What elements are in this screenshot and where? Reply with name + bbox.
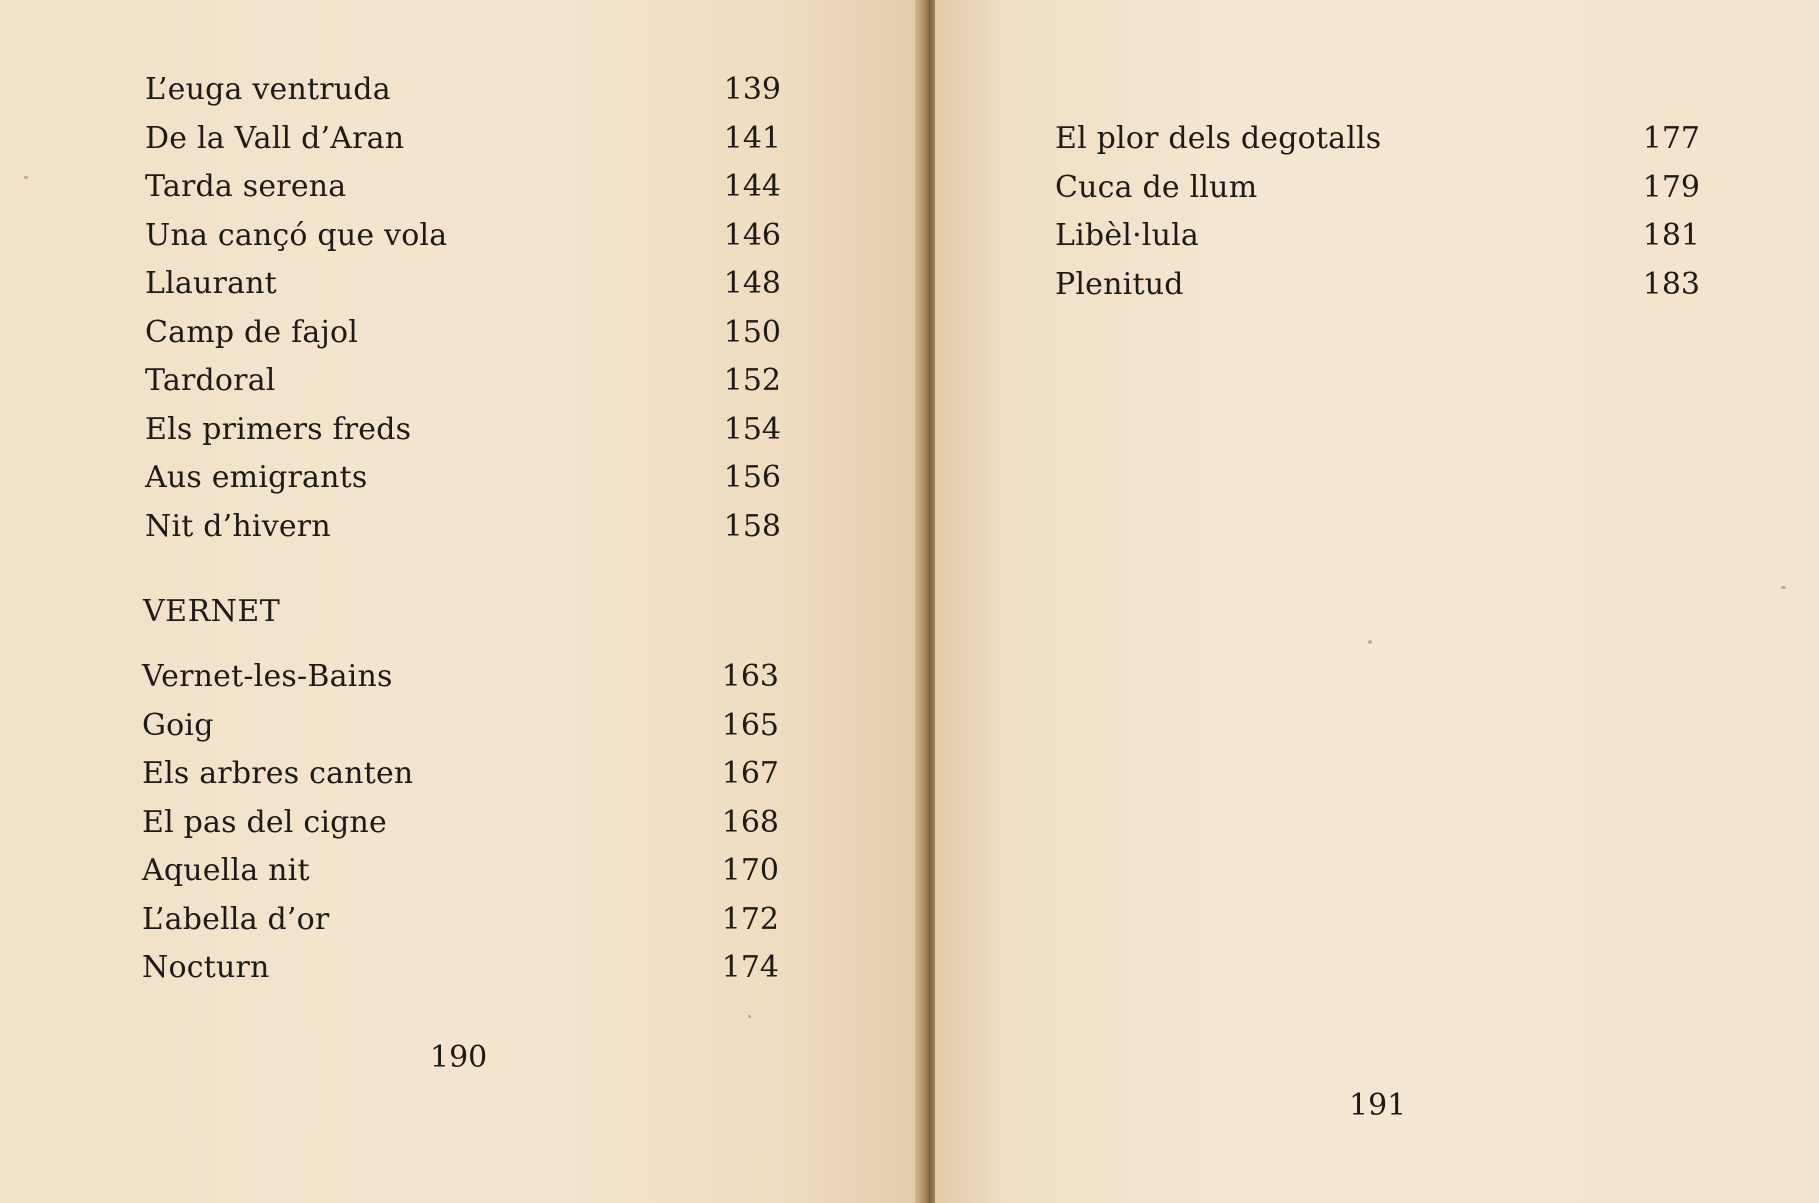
toc-entry [1055,261,1700,310]
toc-entry-title: Nocturn [142,950,270,985]
toc-entry-title: Plenitud [1055,266,1184,302]
toc-entry [142,944,779,993]
toc-entry-page: 141 [723,120,781,156]
toc-entry [145,406,781,455]
paper-speck [1368,640,1372,644]
toc-entry-title: L’euga ventruda [145,72,391,107]
toc-entry-title: Els primers freds [145,411,412,447]
toc-entry-title: Aquella nit [142,853,310,888]
toc-entry-page: 168 [721,804,779,840]
toc-list-top [145,66,781,551]
toc-entry-page: 139 [723,72,781,107]
toc-entry-page: 177 [1642,121,1700,156]
toc-entry-page: 152 [723,363,781,398]
toc-entry-title: El pas del cigne [142,804,388,840]
toc-entry-title: Els arbres canten [142,756,414,791]
toc-entry [142,653,779,702]
toc-entry [145,503,781,552]
toc-list-right [1055,115,1700,309]
toc-entry-page: 163 [721,659,779,694]
toc-entry-page: 183 [1642,266,1700,302]
toc-entry-title: Vernet-les-Bains [142,659,393,694]
toc-entry [142,799,779,848]
toc-entry [1055,115,1700,164]
toc-entry [145,309,781,358]
paper-speck [1781,586,1786,589]
toc-entry-page: 181 [1642,218,1700,253]
toc-entry-title: Nit d’hivern [145,508,331,544]
toc-entry [142,896,779,945]
toc-entry-title: Camp de fajol [145,314,359,350]
toc-entry [145,66,781,115]
page-number: 191 [1349,1088,1407,1123]
toc-entry-page: 146 [723,217,781,253]
toc-entry-page: 172 [721,901,779,937]
right-page [935,0,1819,1203]
toc-entry-page: 158 [723,508,781,544]
toc-entry-page: 150 [723,314,781,350]
toc-entry-page: 179 [1642,169,1700,205]
toc-entry-page: 165 [721,707,779,743]
page-number: 190 [430,1040,488,1075]
toc-entry [145,357,781,406]
toc-entry-title: Llaurant [145,266,277,301]
toc-entry [142,750,779,799]
toc-entry [1055,212,1700,261]
toc-entry-page: 144 [723,169,781,204]
toc-entry [142,702,779,751]
toc-list-bottom [142,653,779,993]
toc-entry-page: 154 [723,411,781,447]
toc-entry-page: 167 [721,756,779,791]
toc-entry-title: El plor dels degotalls [1055,121,1382,156]
toc-entry [142,847,779,896]
toc-entry-page: 156 [723,460,781,495]
toc-entry [145,454,781,503]
toc-entry [145,260,781,309]
toc-entry-title: Goig [142,707,214,743]
toc-entry [145,163,781,212]
toc-entry-title: Cuca de llum [1055,169,1258,205]
paper-speck [748,1015,751,1018]
toc-entry-title: Una cançó que vola [145,217,448,253]
toc-entry [145,115,781,164]
toc-entry [1055,164,1700,213]
toc-entry-page: 170 [721,853,779,888]
toc-entry-page: 148 [723,266,781,301]
toc-entry [145,212,781,261]
toc-entry-title: L’abella d’or [142,901,330,937]
toc-entry-title: De la Vall d’Aran [145,120,405,156]
toc-entry-title: Tarda serena [145,169,347,204]
toc-entry-page: 174 [721,950,779,985]
paper-speck [24,176,28,179]
toc-entry-title: Aus emigrants [145,460,368,495]
toc-entry-title: Libèl·lula [1055,218,1200,253]
section-heading: VERNET [143,594,281,629]
toc-entry-title: Tardoral [145,363,276,398]
